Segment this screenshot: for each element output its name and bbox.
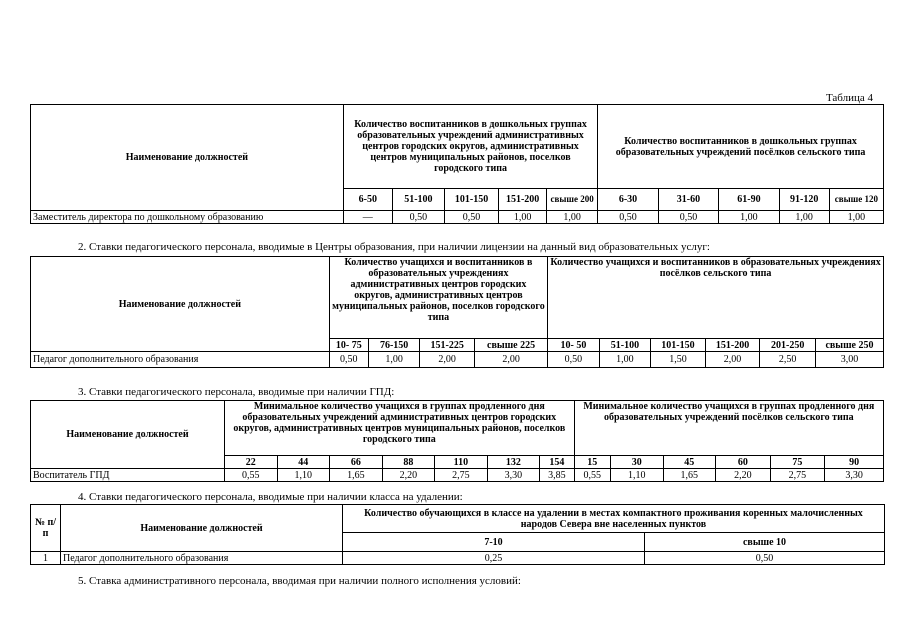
col-header: свыше 200: [547, 189, 598, 211]
table-gpd: [30, 400, 884, 482]
col-header: свыше 10: [645, 533, 885, 552]
row-label: Педагог дополнительного образования: [61, 552, 343, 565]
table-cell: —: [343, 211, 392, 224]
table-cell: 0,50: [598, 211, 658, 224]
col-header: 91-120: [779, 189, 829, 211]
group-header: Количество обучающихся в классе на удалении в местах компактного проживания коренных малочисленных народов Севера вне населенных пунктов: [343, 505, 885, 533]
group-header-urban: Минимальное количество учащихся в группах продленного дня образовательных учреждений административных центров городских округов, административных центров муниципальных районов, поселков городского типа: [225, 401, 575, 456]
col-header: 154: [540, 456, 574, 469]
col-header: 22: [225, 456, 278, 469]
row-label: Воспитатель ГПД: [31, 469, 225, 482]
table-number-label: Таблица 4: [825, 92, 873, 104]
col-header: 61-90: [719, 189, 779, 211]
table-cell: 1,10: [277, 469, 330, 482]
col-header: 10- 75: [329, 339, 368, 352]
name-header: Наименование должностей: [31, 401, 225, 469]
name-header: Наименование должностей: [31, 257, 330, 352]
col-header: 15: [574, 456, 610, 469]
name-header: Наименование должностей: [31, 105, 344, 211]
table-cell: 2,00: [420, 352, 475, 368]
table-cell: 0,25: [343, 552, 645, 565]
col-header: 101-150: [651, 339, 706, 352]
col-header: 10- 50: [548, 339, 600, 352]
col-header: 88: [382, 456, 435, 469]
table-remote-class: [30, 504, 885, 565]
col-header: 30: [610, 456, 663, 469]
table-cell: 3,85: [540, 469, 574, 482]
section-heading: 2. Ставки педагогического персонала, вводимые в Центры образования, при наличии лицензии на данный вид образовательных услуг:: [78, 241, 710, 253]
table-cell: 0,50: [548, 352, 600, 368]
table-cell: 3,00: [815, 352, 883, 368]
col-header: 31-60: [658, 189, 718, 211]
row-label: Педагог дополнительного образования: [31, 352, 330, 368]
table-cell: 0,50: [645, 552, 885, 565]
table-cell: 2,50: [760, 352, 816, 368]
table-cell: 2,75: [770, 469, 825, 482]
table-preschool-deputy: [30, 104, 884, 224]
table-cell: 1,00: [829, 211, 883, 224]
number-header: № п/п: [31, 505, 61, 552]
col-header: 110: [435, 456, 488, 469]
table-cell: 0,50: [658, 211, 718, 224]
section-heading: 4. Ставки педагогического персонала, вводимые при наличии класса на удалении:: [78, 491, 463, 503]
table-cell: 1,00: [547, 211, 598, 224]
table-cell: 0,50: [329, 352, 368, 368]
table-cell: 1,00: [368, 352, 420, 368]
col-header: 151-200: [705, 339, 760, 352]
table-cell: 2,75: [435, 469, 488, 482]
table-cell: 2,00: [474, 352, 547, 368]
group-header-urban: Количество воспитанников в дошкольных группах образовательных учреждений административных центров городских округов, административных центров муниципальных районов, поселков городского типа: [343, 105, 597, 189]
col-header: 151-225: [420, 339, 475, 352]
table-cell: 2,20: [716, 469, 771, 482]
table-cell: 1,00: [719, 211, 779, 224]
table-cell: 2,00: [705, 352, 760, 368]
col-header: свыше 225: [474, 339, 547, 352]
table-cell: 3,30: [487, 469, 540, 482]
table-cell: 1,50: [651, 352, 706, 368]
col-header: 7-10: [343, 533, 645, 552]
col-header: 6-30: [598, 189, 658, 211]
table-cell: 3,30: [825, 469, 884, 482]
col-header: свыше 250: [815, 339, 883, 352]
col-header: 76-150: [368, 339, 420, 352]
group-header-rural: Количество учащихся и воспитанников в образовательных учреждениях посёлков сельского типа: [548, 257, 884, 339]
col-header: 75: [770, 456, 825, 469]
col-header: 51-100: [599, 339, 651, 352]
table-education-centers: [30, 256, 884, 368]
col-header: свыше 120: [829, 189, 883, 211]
col-header: 51-100: [392, 189, 444, 211]
col-header: 66: [330, 456, 383, 469]
table-cell: 1,10: [610, 469, 663, 482]
group-header-urban: Количество учащихся и воспитанников в образовательных учреждениях административных центров городских округов, административных центров муниципальных районов, поселков городского типа: [329, 257, 547, 339]
col-header: 45: [663, 456, 716, 469]
table-cell: 0,50: [444, 211, 498, 224]
table-cell: 2,20: [382, 469, 435, 482]
col-header: 60: [716, 456, 771, 469]
table-cell: 1,65: [330, 469, 383, 482]
col-header: 44: [277, 456, 330, 469]
section-heading: 3. Ставки педагогического персонала, вводимые при наличии ГПД:: [78, 386, 395, 398]
table-cell: 0,55: [225, 469, 278, 482]
table-cell: 1,65: [663, 469, 716, 482]
col-header: 6-50: [343, 189, 392, 211]
name-header: Наименование должностей: [61, 505, 343, 552]
table-cell: 1,00: [599, 352, 651, 368]
col-header: 201-250: [760, 339, 816, 352]
table-cell: 1,00: [499, 211, 547, 224]
table-cell: 0,50: [392, 211, 444, 224]
col-header: 151-200: [499, 189, 547, 211]
col-header: 90: [825, 456, 884, 469]
col-header: 101-150: [444, 189, 498, 211]
row-label: Заместитель директора по дошкольному образованию: [31, 211, 344, 224]
col-header: 132: [487, 456, 540, 469]
section-heading: 5. Ставка административного персонала, вводимая при наличии полного исполнения условий:: [78, 575, 521, 587]
table-cell: 0,55: [574, 469, 610, 482]
group-header-rural: Минимальное количество учащихся в группах продленного дня образовательных учреждений посёлков сельского типа: [574, 401, 883, 456]
table-cell: 1,00: [779, 211, 829, 224]
group-header-rural: Количество воспитанников в дошкольных группах образовательных учреждений посёлков сельского типа: [598, 105, 884, 189]
row-number: 1: [31, 552, 61, 565]
